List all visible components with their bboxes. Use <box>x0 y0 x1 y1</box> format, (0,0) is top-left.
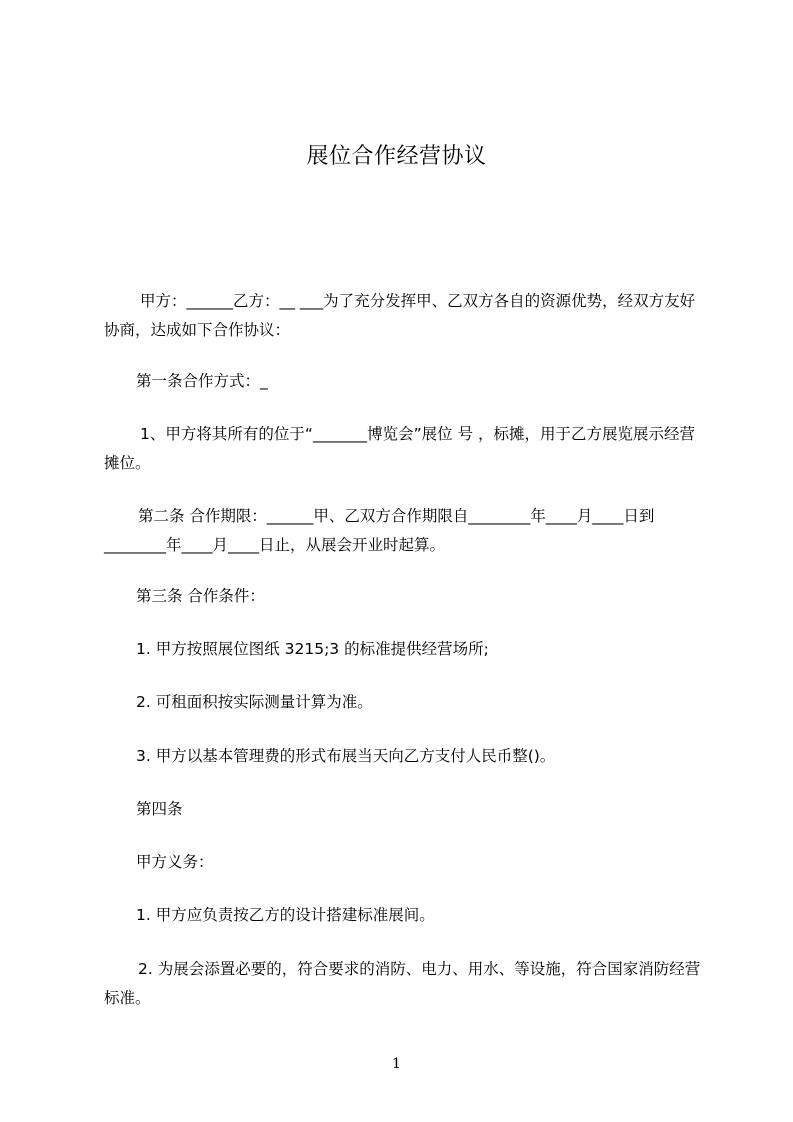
party-a-obligations-heading: 甲方义务： <box>136 853 214 871</box>
document-title: 展位合作经营协议 <box>306 144 487 169</box>
article-2-paragraph: 第二条 合作期限：______甲、乙双方合作期限自________年____月____日到________年____月____日止，从展会开业时起算。 <box>104 507 655 554</box>
page-number: 1 <box>392 1056 401 1072</box>
article-3-item-3: 3. 甲方以基本管理费的形式布展当天向乙方支付人民币整()。 <box>136 747 556 765</box>
article-1-heading: 第一条合作方式：_ <box>136 372 268 390</box>
party-a-obligation-1: 1. 甲方应负责按乙方的设计搭建标准展间。 <box>136 906 435 924</box>
article-3-item-1: 1. 甲方按照展位图纸 3215;3 的标准提供经营场所; <box>136 640 489 658</box>
article-1-item-1: 1、甲方将其所有的位于“_______博览会”展位 号 ，标摊，用于乙方展览展示经营摊位。 <box>104 425 696 472</box>
party-a-obligation-2: 2. 为展会添置必要的，符合要求的消防、电力、用水、等设施，符合国家消防经营标准。 <box>104 960 701 1007</box>
preamble-paragraph: 甲方：______乙方：__ ___为了充分发挥甲、乙双方各自的资源优势，经双方友好协商，达成如下合作协议： <box>104 292 696 339</box>
article-4-heading: 第四条 <box>136 800 183 818</box>
article-3-heading: 第三条 合作条件： <box>136 587 265 605</box>
article-3-item-2: 2. 可租面积按实际测量计算为准。 <box>136 693 373 711</box>
